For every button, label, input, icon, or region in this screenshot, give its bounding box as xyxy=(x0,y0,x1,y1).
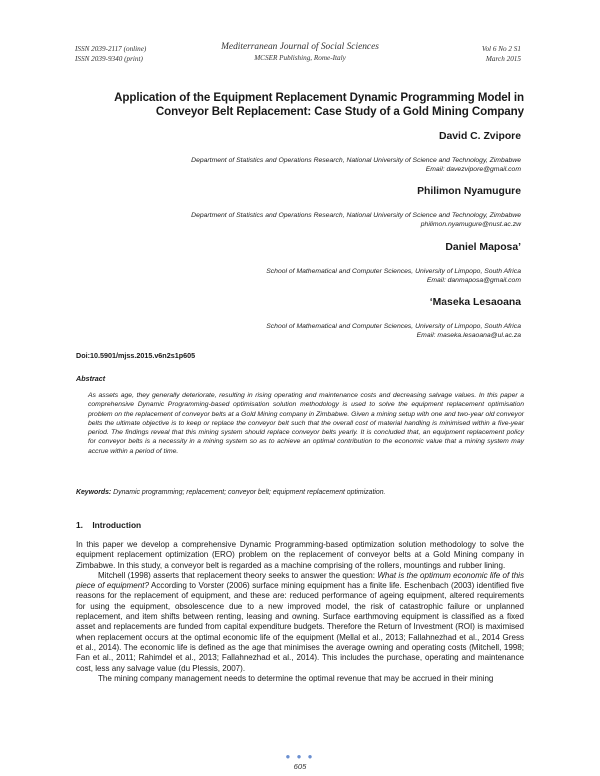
author-name: Daniel Maposa’ xyxy=(445,242,521,253)
author-affiliation xyxy=(101,267,521,285)
section-heading xyxy=(76,520,141,530)
affiliation-email: Email: davezvipore@gmail.com xyxy=(425,166,521,173)
abstract-text: As assets age, they generally deteriorate, resulting in rising operating and maintenance costs and decreasing salvage values. In this paper a comprehensive Dynamic Programming-based optimisation solution methodology is used to solve the equipment replacement optimisation problem on the replacement of conveyor belts at a Gold Mining company in Zimbabwe. Given a mining setup with one and two-year old conveyor belts the ultimate objective is to keep or replace the conveyor belt such that the overall cost of material handling is minimised within a five-year period. The findings reveal that this mining system should replace conveyor belts yearly. It is concluded that, an equipment replacement policy for conveyor belts is a necessity in a mining system so as to achieve an optimal contribution to the economic value that a mining system may accrue within a period of time. xyxy=(88,392,524,455)
journal-name: Mediterranean Journal of Social Sciences xyxy=(221,42,379,52)
research-question: What is the optimum economic life of this piece of equipment? xyxy=(76,570,524,591)
volume: Vol 6 No 2 S1 xyxy=(481,45,521,53)
volume-block xyxy=(482,44,521,64)
issn-online: ISSN 2039-2117 (online) xyxy=(75,45,147,53)
issue-date: March 2015 xyxy=(485,55,521,63)
author-affiliation xyxy=(101,156,521,174)
paragraph: The mining company management needs to determine the optimal revenue that may be accrued in their mining xyxy=(98,673,494,683)
paper-title xyxy=(76,91,524,119)
page-divider-dots: ● ● ● xyxy=(285,752,315,761)
affiliation-line: Department of Statistics and Operations Research, National University of Science and Technology, Zimbabwe xyxy=(191,212,521,219)
title-line-1: Application of the Equipment Replacement Dynamic Programming Model in xyxy=(114,91,524,104)
keywords xyxy=(76,489,524,496)
paragraph: In this paper we develop a comprehensive Dynamic Programming-based optimization solution methodology to solve the equipment replacement optimization (ERO) problem on the replacement of conveyor belts at a Gold Mining company in Zimbabwe. In this study, a conveyor belt is regarded as a machine comprising of the rollers, mountings and rubber lining. xyxy=(76,540,524,570)
author-affiliation xyxy=(101,211,521,229)
affiliation-line: School of Mathematical and Computer Sciences, University of Limpopo, South Africa xyxy=(266,268,521,275)
section-title: Introduction xyxy=(92,520,142,530)
affiliation-line: Department of Statistics and Operations Research, National University of Science and Technology, Zimbabwe xyxy=(191,157,521,164)
publisher: MCSER Publishing, Rome-Italy xyxy=(254,54,346,62)
author-affiliation xyxy=(101,322,521,340)
author-name: David C. Zvipore xyxy=(439,131,521,142)
author-name: ‘Maseka Lesaoana xyxy=(429,297,521,308)
paragraph-part: Mitchell (1998) asserts that replacement theory seeks to answer the question: xyxy=(98,570,378,580)
keywords-label: Keywords: xyxy=(76,489,112,496)
body-text xyxy=(76,540,524,684)
paragraph-part: According to Vorster (2006) surface mining equipment has a finite life. Eschenbach (2003) identified five reasons for the replacement of equipment, and these are: reduced performance of ageing equipment, altered requirements for using the equipment, obsolescence due to a new improved model, the risk of catastrophic failure or unplanned replacement, and item shifts between renting, leasing and owning. Surface earthmoving equipment is classified as a fixed asset and replacements are funded from capital expenditure budgets. Therefore the Return of Investment (ROI) is maximised when replacement occurs at the optimal economic life of the equipment (Mellal et al., 2013; Fallahnezhad et al., 2014 Gress et al., 2014). The economic life is defined as the age that minimises the average owning and operating costs (Mitchell, 1998; Fan et al., 2011; Rahimdel et al., 2013; Fallahnezhad et al., 2014). This includes the purchase, operating and maintenance cost, less any salvage value (du Plessis, 2007). xyxy=(76,581,524,673)
section-number: 1. xyxy=(76,520,83,530)
affiliation-email: Email: maseka.lesaoana@ul.ac.za xyxy=(416,332,521,339)
paragraph xyxy=(76,571,524,674)
affiliation-email: philimon.nyamugure@nust.ac.zw xyxy=(420,221,521,228)
page-number: 605 xyxy=(293,762,307,771)
title-line-2: Conveyor Belt Replacement: Case Study of a Gold Mining Company xyxy=(155,105,524,118)
affiliation-line: School of Mathematical and Computer Sciences, University of Limpopo, South Africa xyxy=(266,323,521,330)
doi: Doi:10.5901/mjss.2015.v6n2s1p605 xyxy=(76,351,196,360)
abstract-heading: Abstract xyxy=(76,374,106,383)
author-name: Philimon Nyamugure xyxy=(417,186,521,197)
affiliation-email: Email: danmaposa@gmail.com xyxy=(426,277,521,284)
keywords-list: Dynamic programming; replacement; conveyor belt; equipment replacement optimization. xyxy=(113,489,386,496)
issn-print: ISSN 2039-9340 (print) xyxy=(75,55,143,63)
